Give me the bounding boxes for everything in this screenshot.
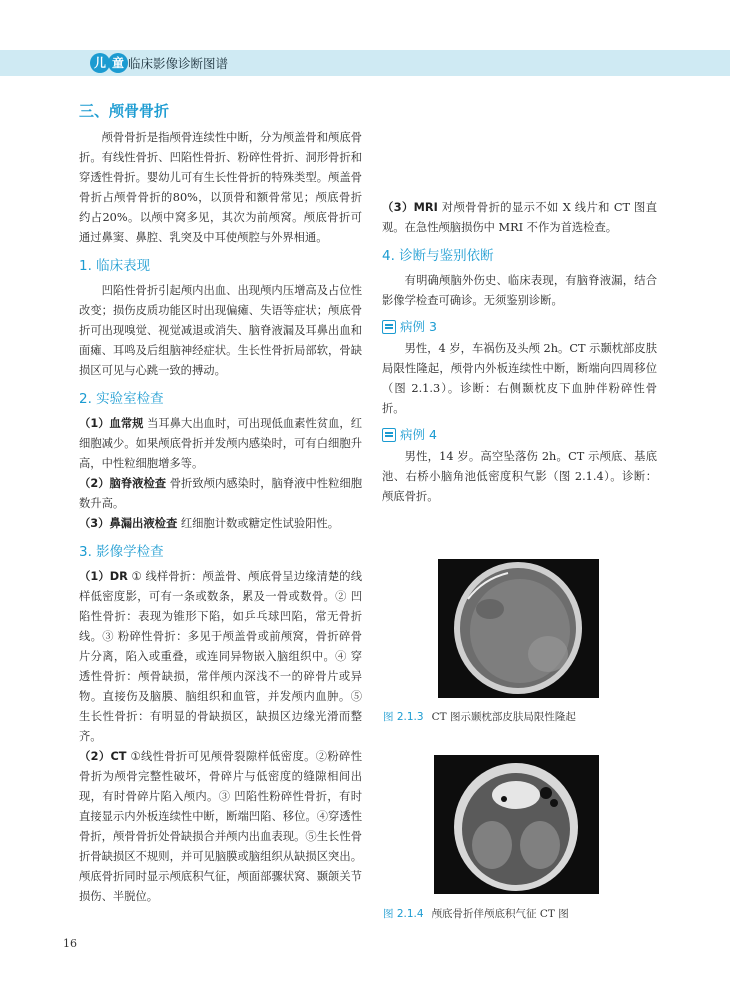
right-column bbox=[382, 100, 657, 507]
ct-image-figure-2-1-3 bbox=[438, 559, 599, 698]
lab-item-text: 当耳鼻大出血时，可出现低血素性贫血，红细胞减少。如果颅底骨折并发颅内感染时，可有白细胞升高，中性粒细胞增多等。 bbox=[79, 417, 362, 470]
imaging-heading: 3. 影像学检查 bbox=[79, 544, 164, 560]
lab-item-lead: （1）血常规 bbox=[79, 417, 144, 430]
clinical-text: 凹陷性骨折引起颅内出血、出现颅内压增高及占位性改变；损伤皮质功能区时出现偏瘫、失语等症状；颅底骨折可出现嗅觉、视觉减退或消失、脑脊液漏及耳鼻出血和面瘫、耳鸣及后组脑神经症状。生长性骨折局部软，骨缺损区可见与心跳一致的搏动。 bbox=[79, 284, 362, 377]
lab-item-blood bbox=[79, 414, 362, 474]
imaging-dr-text: ① 线样骨折：颅盖骨、颅底骨呈边缘清楚的线样低密度影，可有一条或数条，累及一骨或数骨。② 凹陷性骨折：表现为锥形下陷，如乒乓球凹陷，常无骨折线。③ 粉碎性骨折：多见于颅盖骨或前颅窝，骨折碎骨片分离，陷入或重叠，或连同异物嵌入脑组织中。④ 穿透性骨折：颅骨缺损，常伴颅内深浅不一的碎骨片或异物。直接伤及脑膜、脑组织和血管，并发颅内血肿。⑤ 生长性骨折：有明显的骨缺损区，缺损区边缘光滑而整齐。 bbox=[79, 570, 362, 743]
diagnosis-heading: 4. 诊断与鉴别依断 bbox=[382, 248, 494, 264]
lab-item-csf bbox=[79, 474, 362, 514]
lab-heading: 2. 实验室检查 bbox=[79, 391, 164, 407]
figure-number: 图 2.1.3 bbox=[383, 711, 424, 723]
figure-caption-text: 颅底骨折伴颅底积气征 CT 图 bbox=[431, 908, 569, 920]
lab-item-text: 红细胞计数或糖定性试验阳性。 bbox=[180, 517, 340, 530]
imaging-ct-lead: （2）CT bbox=[79, 750, 127, 763]
lab-item-lead: （3）鼻漏出液检查 bbox=[79, 517, 178, 530]
diagnosis-text: 有明确颅脑外伤史、临床表现，有脑脊液漏，结合影像学检查可确诊。无须鉴别诊断。 bbox=[382, 274, 657, 307]
clinical-heading: 1. 临床表现 bbox=[79, 258, 151, 274]
figure-number: 图 2.1.4 bbox=[383, 908, 424, 920]
case-3-text: 男性，4 岁，车祸伤及头颅 2h。CT 示颞枕部皮肤局限性隆起，颅骨内外板连续性中断，断端向四周移位（图 2.1.3）。诊断：右侧颞枕皮下血肿伴粉碎性骨折。 bbox=[382, 342, 657, 415]
axial-ct-skull-base-image bbox=[434, 755, 599, 894]
section-intro: 颅骨骨折是指颅骨连续性中断，分为颅盖骨和颅底骨折。有线性骨折、凹陷性骨折、粉碎性骨折、洞形骨折和穿透性骨折。婴幼儿可有生长性骨折的特殊类型。颅盖骨骨折占颅骨骨折的80%，以顶骨和额骨常见；颅底骨折约占20%。以颅中窝多见，其次为前颅窝。颅底骨折可通过鼻窦、鼻腔、乳突及中耳使颅腔与外界相通。 bbox=[79, 131, 362, 244]
case-3-label: 病例 3 bbox=[400, 319, 437, 334]
series-badge-1: 儿 bbox=[90, 53, 110, 73]
imaging-mri-lead: （3）MRI bbox=[382, 201, 438, 214]
section-title: 三、颅骨骨折 bbox=[79, 102, 170, 120]
book-title: 临床影像诊断图谱 bbox=[128, 56, 229, 71]
ct-image-figure-2-1-4 bbox=[434, 755, 599, 894]
imaging-ct bbox=[79, 747, 363, 903]
figure-2-1-4-caption bbox=[383, 906, 569, 921]
case-file-icon bbox=[382, 320, 396, 334]
left-column bbox=[79, 100, 363, 903]
running-header bbox=[0, 50, 730, 76]
case-4-heading bbox=[382, 425, 657, 445]
imaging-mri-text: 对颅骨骨折的显示不如 X 线片和 CT 图直观。在急性颅脑损伤中 MRI 不作为首选检查。 bbox=[382, 201, 657, 234]
figure-caption-text: CT 图示颞枕部皮肤局限性隆起 bbox=[431, 711, 576, 723]
case-3-heading bbox=[382, 317, 657, 337]
case-file-icon bbox=[382, 428, 396, 442]
imaging-mri bbox=[382, 198, 657, 238]
imaging-dr bbox=[79, 567, 362, 747]
imaging-ct-text: ①线性骨折可见颅骨裂隙样低密度。②粉碎性骨折为颅骨完整性破坏，骨碎片与低密度的缝隙相间出现，有时骨碎片陷入颅内。③ 凹陷性粉碎性骨折，有时直接显示内外板连续性中断，断端凹陷、移位。④穿透性骨折，颅骨骨折处骨缺损合并颅内出血表现。⑤生长性骨折骨缺损区不规则，并可见脑膜或脑组织从缺损区突出。颅底骨折同时显示颅底积气征，颅面部骤状窝、颞颌关节损伤、半脱位。 bbox=[79, 750, 363, 903]
series-badge-2: 童 bbox=[108, 53, 128, 73]
lab-item-nasal bbox=[79, 514, 362, 534]
lab-item-lead: （2）脑脊液检查 bbox=[79, 477, 167, 490]
lab-item-text: 骨折致颅内感染时，脑脊液中性粒细胞数升高。 bbox=[79, 477, 362, 510]
page-number: 16 bbox=[63, 937, 77, 950]
figure-2-1-3-caption bbox=[383, 709, 576, 724]
case-4-label: 病例 4 bbox=[400, 427, 437, 442]
imaging-dr-lead: （1）DR bbox=[79, 570, 128, 583]
case-4-text: 男性，14 岁。高空坠落伤 2h。CT 示颅底、基底池、右桥小脑角池低密度积气影（图 2.1.4）。诊断：颅底骨折。 bbox=[382, 450, 657, 503]
axial-ct-brain-image bbox=[438, 559, 599, 698]
